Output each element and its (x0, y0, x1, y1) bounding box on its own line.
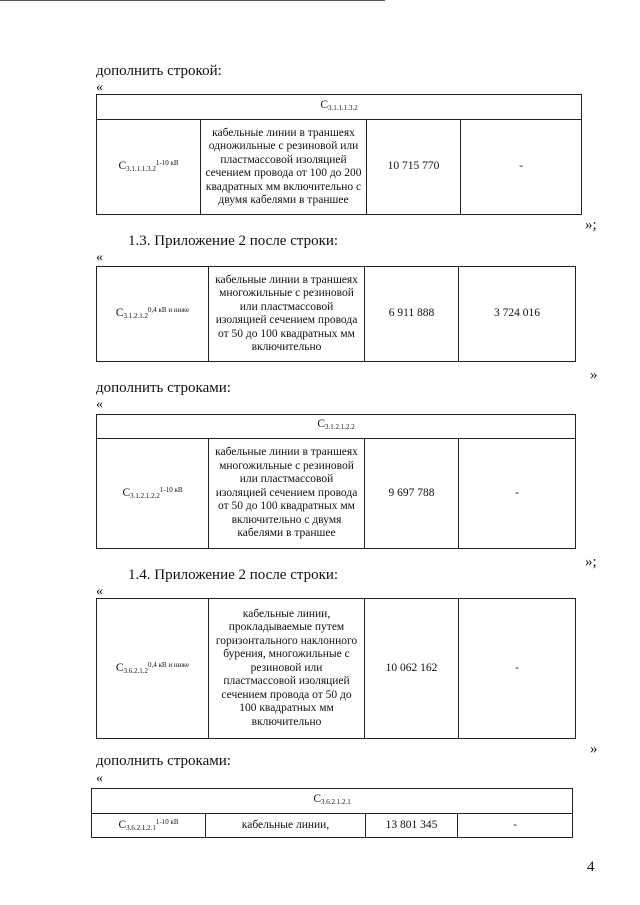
tariff-code-cell: $С_{3.1.2.1.2.2}^{1-10 кВ}$ (97, 439, 209, 549)
tariff-table (96, 266, 576, 362)
value2-cell: - (459, 599, 576, 739)
close-quote: » (590, 741, 598, 757)
block-heading: дополнить строками: (96, 380, 231, 396)
description-cell: кабельные линии в траншеях многожильные с резиновой или пластмассовой изоляцией сечением провода от 50 до 100 квадратных мм включительно (209, 267, 365, 362)
description-cell: кабельные линии, прокладываемые путем горизонтального наклонного бурения, многожильные с резиновой или пластмассовой изоляцией сечением провода от 50 до 100 квадратных мм включительно (209, 599, 365, 739)
open-quote: « (96, 80, 103, 95)
open-quote: « (96, 397, 103, 412)
value-cell: 9 697 788 (365, 439, 459, 549)
close-quote: » (590, 367, 598, 383)
block-heading: дополнить строкой: (96, 63, 222, 79)
open-quote: « (96, 584, 103, 599)
value2-cell: - (458, 814, 573, 838)
block-heading: 1.4. Приложение 2 после строки: (128, 567, 339, 583)
block-heading: 1.3. Приложение 2 после строки: (128, 233, 339, 249)
tariff-code-cell: $С_{3.6.2.1.2.1}^{1-10 кВ}$ (92, 814, 206, 838)
top-rule (0, 0, 385, 1)
block-heading: дополнить строками: (96, 753, 231, 769)
value-cell: 10 062 162 (365, 599, 459, 739)
close-quote: »; (585, 554, 597, 570)
table-header-row: $С_{3.1.1.1.3.2}$ (97, 95, 582, 120)
close-quote: »; (585, 217, 597, 233)
tariff-table (96, 414, 576, 549)
description-cell: кабельные линии в траншеях одножильные с резиновой или пластмассовой изоляцией сечением провода от 100 до 200 квадратных мм включительно с двумя кабелями в траншее (201, 120, 367, 215)
value-cell: 10 715 770 (367, 120, 461, 215)
value2-cell: 3 724 016 (459, 267, 576, 362)
value-cell: 13 801 345 (366, 814, 458, 838)
description-cell: кабельные линии в траншеях многожильные с резиновой или пластмассовой изоляцией сечением провода от 50 до 100 квадратных мм включительно с двумя кабелями в траншее (209, 439, 365, 549)
value-cell: 6 911 888 (365, 267, 459, 362)
tariff-code-cell: $С_{3.1.1.1.3.2}^{1-10 кВ}$ (97, 120, 201, 215)
open-quote: « (96, 250, 103, 265)
tariff-table (96, 94, 582, 215)
tariff-code-cell: $С_{3.1.2.1.2}^{0,4 кВ и ниже}$ (97, 267, 209, 362)
value2-cell: - (459, 439, 576, 549)
tariff-table (96, 598, 576, 739)
table-header-row: $С_{3.1.2.1.2.2}$ (97, 415, 576, 439)
table-header-row: $С_{3.6.2.1.2.1}$ (92, 789, 573, 814)
tariff-table (91, 788, 573, 838)
value2-cell: - (461, 120, 582, 215)
tariff-code-cell: $С_{3.6.2.1.2}^{0,4 кВ и ниже}$ (97, 599, 209, 739)
page-number: 4 (587, 859, 595, 875)
description-cell: кабельные линии, (206, 814, 366, 838)
open-quote: « (96, 771, 103, 786)
